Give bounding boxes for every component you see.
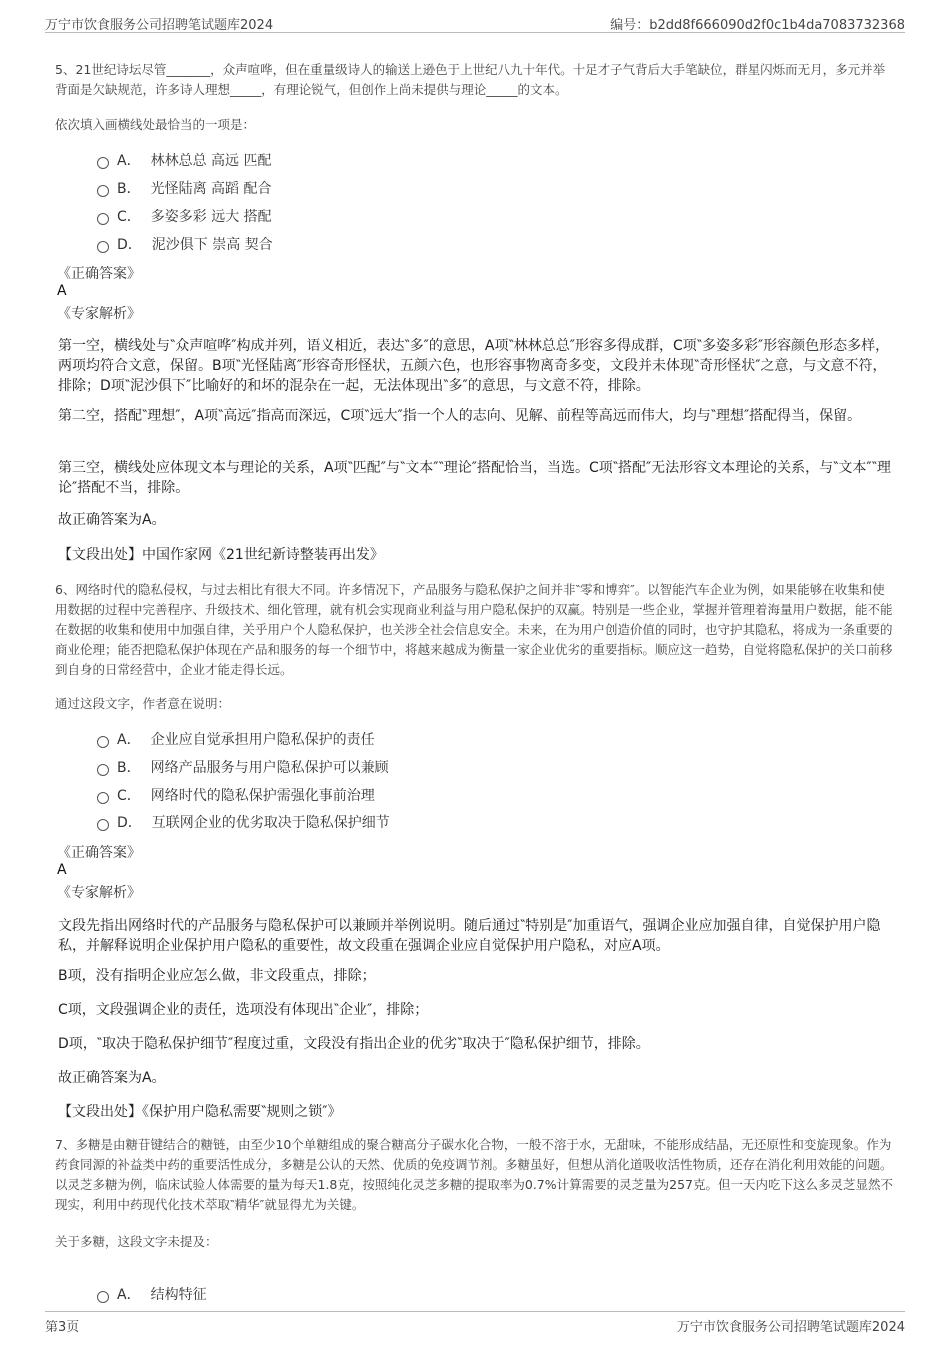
q7-passage: 7、多糖是由糖苷键结合的糖链，由至少10个单糖组成的聚合糖高分子碳水化合物，一般不溶于水，无甜味，不能形成结晶，无还原性和变旋现象。作为药食同源的补益类中药的重要活性成分，多糖是公认的天然、优质的免疫调节剂。多糖虽好，但想从消化道吸收活性物质，还存在消化利用效能的问题。以灵芝多糖为例，临床试验人体需要的量为每天1.8克，按照纯化灵芝多糖的提取率为0.7%计算需要的灵芝量为257克。但一天内吃下这么多灵芝显然不现实，利用中药现代化技术萃取‶精华″就显得尤为关键。 — [55, 1137, 893, 1212]
q5-answer-heading: 《正确答案》 — [57, 266, 141, 282]
radio-icon[interactable] — [97, 792, 109, 804]
q6-prompt: 通过这段文字，作者意在说明： — [55, 696, 231, 711]
q6-option-c[interactable] — [97, 785, 375, 805]
q6-analysis-paragraph: B项，没有指明企业应怎么做，非文段重点，排除； — [58, 968, 376, 984]
q6-analysis-heading: 《专家解析》 — [57, 885, 141, 901]
page-number: 第3页 — [45, 1320, 80, 1335]
option-label: A． — [117, 732, 141, 748]
q5-option-c[interactable] — [97, 206, 272, 226]
option-text: 光怪陆离 高蹈 配合 — [150, 181, 272, 197]
option-text: 企业应自觉承担用户隐私保护的责任 — [150, 732, 375, 748]
radio-icon[interactable] — [97, 819, 109, 831]
q5-answer: A — [57, 283, 67, 299]
q6-option-a[interactable] — [97, 729, 375, 749]
option-label: B． — [117, 760, 141, 776]
q5-analysis-heading: 《专家解析》 — [57, 306, 141, 322]
option-text: 网络产品服务与用户隐私保护可以兼顾 — [150, 760, 389, 776]
q6-analysis-paragraph: 故正确答案为A。 — [58, 1070, 166, 1086]
q5-analysis-paragraph: 第二空，搭配‶理想″，A项‶高远″指高而深远，C项‶远大″指一个人的志向、见解、前程等高远而伟大，均与‶理想″搭配得当，保留。 — [58, 408, 862, 424]
radio-icon[interactable] — [97, 764, 109, 776]
q6-analysis-paragraph: C项，文段强调企业的责任，选项没有体现出‶企业″，排除； — [58, 1002, 429, 1018]
radio-icon[interactable] — [97, 241, 109, 253]
q7-option-a[interactable] — [97, 1284, 207, 1304]
option-text: 林林总总 高远 匹配 — [150, 153, 272, 169]
option-label: D． — [117, 815, 142, 831]
q6-source: 【文段出处】《保护用户隐私需要‶规则之锁″》 — [58, 1104, 342, 1120]
q6-answer: A — [57, 862, 67, 878]
q5-option-d[interactable] — [97, 234, 273, 254]
q6-passage: 6、网络时代的隐私侵权，与过去相比有很大不同。许多情况下，产品服务与隐私保护之间并非‶零和博弈″。以智能汽车企业为例，如果能够在收集和使用数据的过程中完善程序、升级技术、细化管理，就有机会实现商业利益与用户隐私保护的双赢。特别是一些企业，掌握并管理着海量用户数据，能不能在数据的收集和使用中加强自律，关乎用户个人隐私保护，也关涉全社会信息安全。未来，在为用户创造价值的同时，也守护其隐私，将成为一条重要的商业伦理；能否把隐私保护体现在产品和服务的每一个细节中，将越来越成为衡量一家企业优劣的重要指标。顺应这一趋势，自觉将隐私保护的关口前移到自身的日常经营中，企业才能走得长远。 — [55, 582, 893, 677]
option-label: C． — [117, 209, 141, 225]
q6-analysis-paragraph: D项，‶取决于隐私保护细节″程度过重，文段没有指出企业的优劣‶取决于″隐私保护细节，排除。 — [58, 1036, 650, 1052]
option-text: 泥沙俱下 崇高 契合 — [151, 237, 273, 253]
option-label: D． — [117, 237, 142, 253]
q5-prompt: 依次填入画横线处最恰当的一项是： — [55, 117, 256, 132]
q5-option-a[interactable] — [97, 150, 271, 170]
q6-answer-heading: 《正确答案》 — [57, 845, 141, 861]
radio-icon[interactable] — [97, 1291, 109, 1303]
option-label: C． — [117, 788, 141, 804]
q5-source: 【文段出处】中国作家网《21世纪新诗整装再出发》 — [58, 547, 384, 563]
q5-analysis-paragraph: 第三空，横线处应体现文本与理论的关系，A项‶匹配″与‶文本″‶理论″搭配恰当，当选。C项‶搭配″无法形容文本理论的关系，与‶文本″‶理论″搭配不当，排除。 — [58, 460, 891, 496]
option-text: 结构特征 — [150, 1287, 207, 1303]
footer-title: 万宁市饮食服务公司招聘笔试题库2024 — [676, 1320, 905, 1335]
option-text: 互联网企业的优劣取决于隐私保护细节 — [151, 815, 390, 831]
option-text: 多姿多彩 远大 搭配 — [150, 209, 272, 225]
option-text: 网络时代的隐私保护需强化事前治理 — [150, 788, 375, 804]
option-label: A． — [117, 1287, 141, 1303]
q5-passage: 5、21世纪诗坛尽管_______，众声喧哗，但在重量级诗人的输送上逊色于上世纪八九十年代。十足才子气背后大手笔缺位，群星闪烁而无月，多元并举背面是欠缺规范，许多诗人理想_____，有理论锐气，但创作上尚未提供与理论_____的文本。 — [55, 62, 886, 97]
radio-icon[interactable] — [97, 185, 109, 197]
option-label: B． — [117, 181, 141, 197]
q5-analysis-paragraph: 第一空，横线处与‶众声喧哗″构成并列，语义相近，表达‶多″的意思，A项‶林林总总″形容多得成群，C项‶多姿多彩″形容颜色形态多样，两项均符合文意，保留。B项‶光怪陆离″形容奇形怪状，五颜六色，也形容事物离奇多变，文段并未体现‶奇形怪状″之意，与文意不符，排除；D项‶泥沙俱下″比喻好的和坏的混杂在一起，无法体现出‶多″的意思，与文意不符，排除。 — [58, 338, 890, 394]
header-serial-number: 编号：b2dd8f666090d2f0c1b4da7083732368 — [610, 18, 905, 33]
radio-icon[interactable] — [97, 736, 109, 748]
radio-icon[interactable] — [97, 157, 109, 169]
q6-option-d[interactable] — [97, 812, 390, 832]
q7-prompt: 关于多糖，这段文字未提及： — [55, 1234, 218, 1249]
q5-option-b[interactable] — [97, 178, 272, 198]
radio-icon[interactable] — [97, 213, 109, 225]
q6-option-b[interactable] — [97, 757, 389, 777]
q5-analysis-paragraph: 故正确答案为A。 — [58, 512, 166, 528]
page-header — [45, 10, 905, 33]
q6-analysis-paragraph: 文段先指出网络时代的产品服务与隐私保护可以兼顾并举例说明。随后通过‶特别是″加重语气，强调企业应加强自律，自觉保护用户隐私，并解释说明企业保护用户隐私的重要性，故文段重在强调企业应自觉保护用户隐私，对应A项。 — [58, 918, 881, 954]
header-title: 万宁市饮食服务公司招聘笔试题库2024 — [45, 18, 274, 33]
option-label: A． — [117, 153, 141, 169]
page-footer — [45, 1311, 905, 1335]
